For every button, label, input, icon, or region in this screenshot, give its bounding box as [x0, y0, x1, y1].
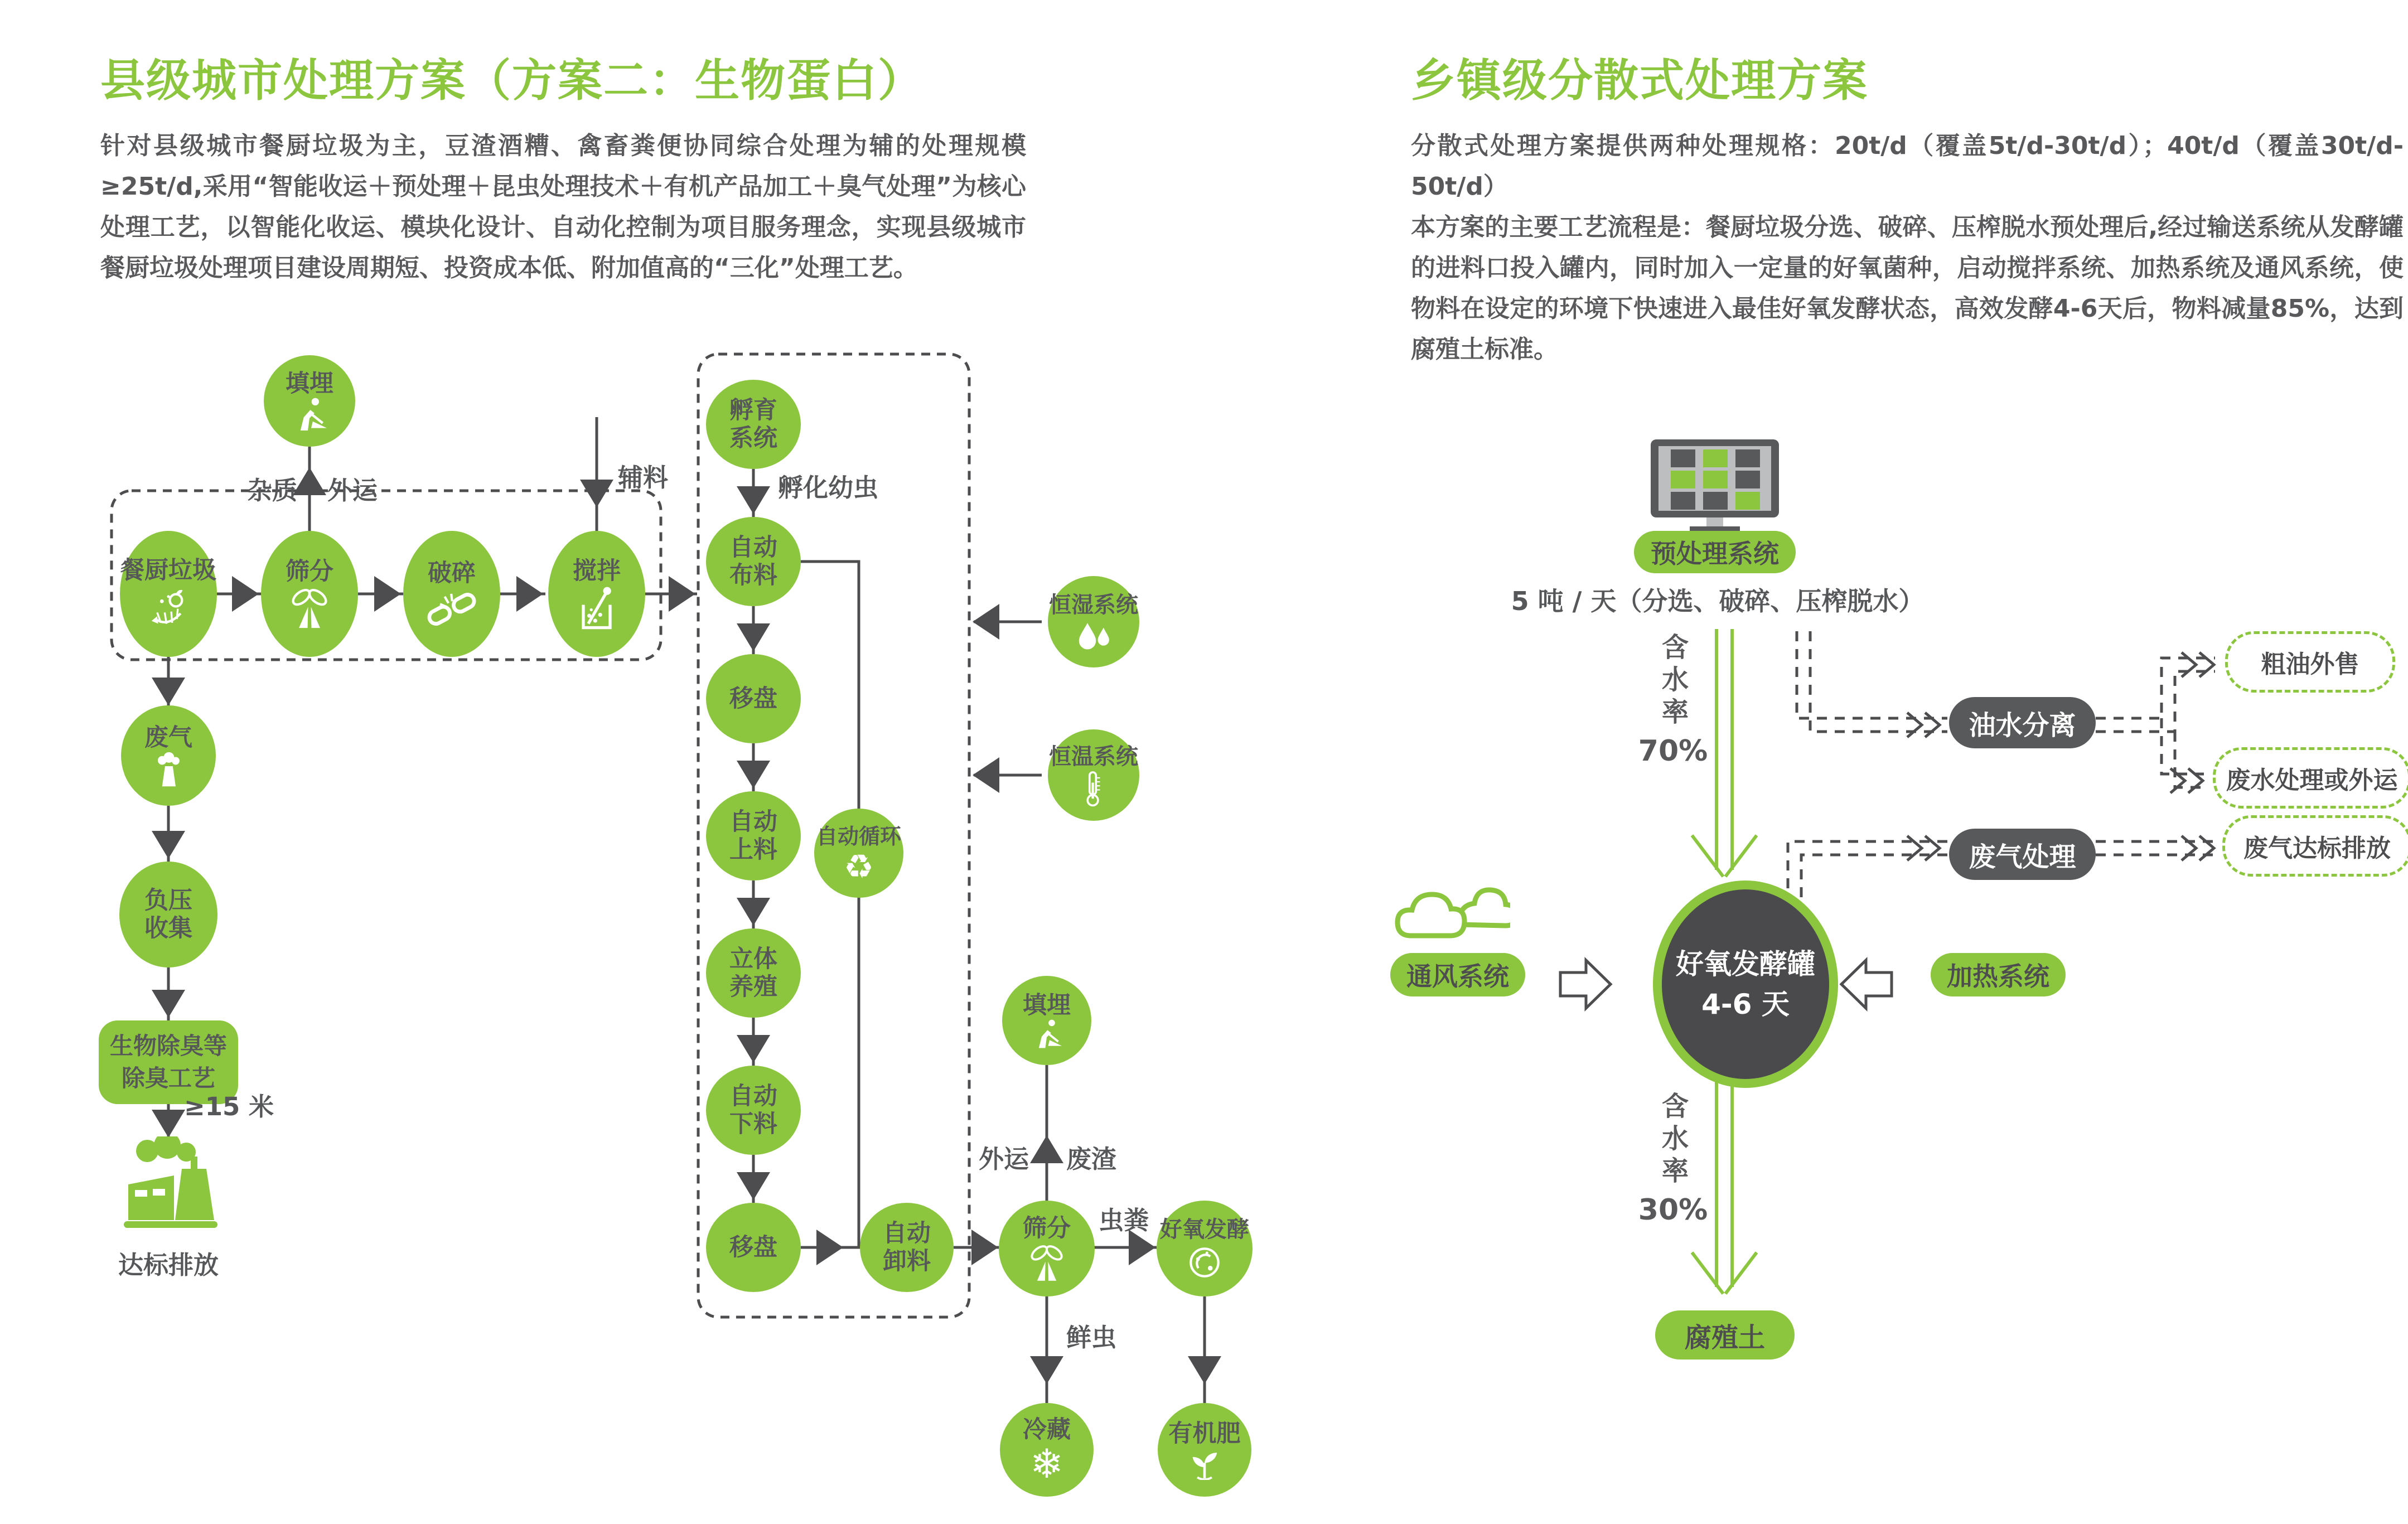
node-auto-unloading: 自动 卸料: [860, 1203, 954, 1292]
broken-chain-icon: [426, 587, 477, 628]
node-wastewater-treatment: 废水处理或外运: [2213, 747, 2408, 809]
label-hatch-larvae: 孵化幼虫: [778, 473, 879, 502]
node-incubation: 孵育 系统: [706, 380, 801, 469]
label-fresh-insects: 鲜虫: [1066, 1323, 1117, 1352]
node-temperature-system: 恒温系统: [1048, 729, 1139, 821]
node-pretreatment-system: 预处理系统: [1634, 531, 1796, 573]
node-stereo-breeding: 立体 养殖: [706, 928, 801, 1018]
sprout-icon: [1185, 1448, 1224, 1480]
digger-worker-icon: [289, 398, 330, 432]
node-kitchen-waste: 餐厨垃圾: [120, 531, 217, 657]
node-crushing: 破碎: [403, 531, 500, 657]
label-moisture-30: 含水率 30%: [1638, 1092, 1708, 1227]
node-oil-water-separation: 油水分离: [1949, 697, 2096, 748]
node-auto-discharging: 自动 下料: [706, 1066, 801, 1155]
digger-worker-icon: [1028, 1019, 1065, 1049]
node-sieving-1: 筛分: [261, 531, 358, 657]
label-insect-manure: 虫粪: [1098, 1206, 1149, 1235]
label-15m: ≥15 米: [184, 1092, 274, 1121]
label-compliant-discharge: 达标排放: [118, 1250, 219, 1280]
fermentation-icon: [1186, 1244, 1224, 1281]
left-paragraph: 针对县级城市餐厨垃圾为主，豆渣酒糟、禽畜粪便协同综合处理为辅的处理规模≥25t/d,采用“智能收运＋预处理＋昆虫处理技术＋有机产品加工＋臭气处理”为核心处理工艺，以智能化收运、模块化设计、自动化控制为项目服务理念，实现县级城市餐厨垃圾处理项目建设周期短、投资成本低、附加值高的“三化”处理工艺。: [100, 132, 1026, 282]
node-humidity-system: 恒湿系统: [1048, 576, 1139, 667]
node-stirring: 搅拌: [548, 531, 645, 657]
label-waste-residue: 废渣: [1066, 1144, 1117, 1174]
snowflake-icon: ❄: [1029, 1440, 1064, 1487]
node-sieving-2: 筛分: [999, 1201, 1095, 1296]
node-aerobic-fermentation: 好氧发酵: [1157, 1201, 1253, 1296]
right-paragraph-1: 分散式处理方案提供两种处理规格：20t/d（覆盖5t/d-30t/d）；40t/d（覆盖30t/d-50t/d）: [1411, 132, 2404, 201]
label-outbound-2: 外运: [978, 1144, 1029, 1174]
node-tray-move-2: 移盘: [706, 1203, 801, 1292]
left-title: 县级城市处理方案（方案二：生物蛋白）: [100, 55, 923, 107]
right-paragraph-2: 本方案的主要工艺流程是：餐厨垃圾分选、破碎、压榨脱水预处理后,经过输送系统从发酵罐的进料口投入罐内，同时加入一定量的好氧菌种，启动搅拌系统、加热系统及通风系统，使物料在设定的环境下快速进入最佳好氧发酵状态，高效发酵4-6天后，物料减量85%，达到腐殖土标准。: [1411, 213, 2404, 364]
factory-emission-icon: [113, 1136, 224, 1236]
food-waste-icon: [145, 584, 192, 631]
label-impurity: 杂质: [246, 476, 297, 505]
chimney-smoke-icon: [146, 752, 191, 787]
node-heating-system: 加热系统: [1931, 953, 2066, 996]
node-fermentation-tank: 好氧发酵罐 4-6 天: [1653, 880, 1838, 1088]
node-humus-soil: 腐殖土: [1655, 1310, 1795, 1359]
node-ventilation-system: 通风系统: [1390, 953, 1525, 996]
label-moisture-70: 含水率 70%: [1638, 633, 1708, 768]
block-arrow-right-icon: [1560, 960, 1611, 1008]
recycle-icon: ♻: [844, 848, 874, 887]
monitor-icon: [1650, 438, 1780, 534]
node-tray-move-1: 移盘: [706, 654, 801, 743]
node-organic-fertilizer: 有机肥: [1158, 1403, 1251, 1497]
node-waste-gas-treatment: 废气处理: [1949, 829, 2096, 880]
node-auto-loading: 自动 上料: [706, 791, 801, 880]
stirring-beaker-icon: [574, 585, 619, 631]
block-arrow-left-icon: [1841, 960, 1892, 1008]
right-title: 乡镇级分散式处理方案: [1411, 55, 1868, 107]
clouds-icon: [1393, 858, 1510, 950]
label-capacity-spec: 5 吨 / 天（分选、破碎、压榨脱水）: [1511, 586, 1925, 616]
node-auto-spreading: 自动 布料: [706, 517, 801, 606]
node-auto-cycle: 自动循环 ♻: [814, 809, 903, 898]
node-gas-compliant-discharge: 废气达标排放: [2222, 815, 2408, 877]
node-landfill-1: 填埋: [264, 355, 355, 447]
node-negative-pressure: 负压 收集: [119, 862, 217, 967]
thermometer-icon: [1082, 771, 1105, 807]
sieve-icon: [1025, 1242, 1068, 1283]
water-drops-icon: [1072, 619, 1115, 652]
node-deodorization: 生物除臭等 除臭工艺: [99, 1020, 238, 1104]
node-cold-storage: 冷藏 ❄: [1000, 1403, 1094, 1497]
label-outbound-1: 外运: [327, 476, 378, 505]
label-auxiliary: 辅料: [618, 463, 669, 492]
sieve-icon: [286, 586, 333, 630]
node-waste-gas: 废气: [121, 705, 216, 806]
node-crude-oil-sale: 粗油外售: [2225, 631, 2395, 693]
node-landfill-2: 填埋: [1002, 976, 1091, 1065]
